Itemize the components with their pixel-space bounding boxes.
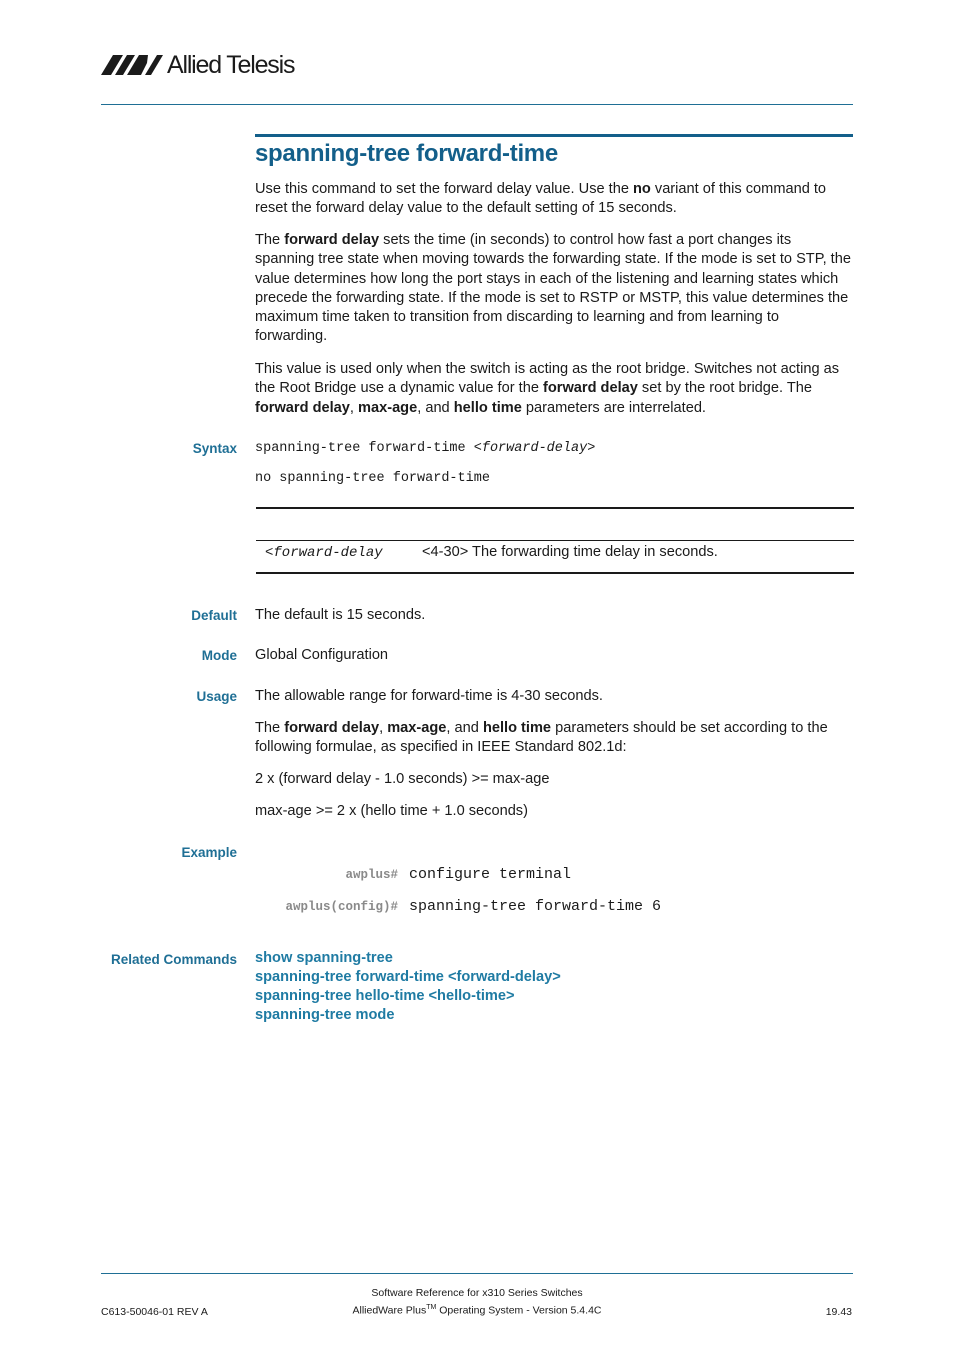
syntax-line-2: no spanning-tree forward-time <box>255 471 490 486</box>
related-link-show-spanning-tree[interactable]: show spanning-tree <box>255 950 393 966</box>
footer-rule <box>101 1273 853 1274</box>
footer-os-name: AlliedWare Plus <box>352 1304 427 1317</box>
text-run: sets the time (in seconds) to control how fast a port changes its spanning tree state when moving towards the forwarding state. If the mode is set to STP, the value determines how long the port stays in each of the listening and learning states which precede the forwarding state. If the mode is set to RSTP or MSTP, this value determines the maximum time taken to transition from discarding to learning and from learning to forwarding. <box>255 232 851 345</box>
usage-formula-1: 2 x (forward delay - 1.0 seconds) >= max-age <box>255 771 550 787</box>
text-run: , <box>379 720 388 736</box>
text-run: , and <box>446 720 483 736</box>
header-rule <box>101 104 853 105</box>
table-param-name <box>265 545 383 561</box>
allied-telesis-logo-icon <box>101 53 163 77</box>
bold-term: forward delay <box>284 232 380 248</box>
default-label: Default <box>191 608 237 623</box>
table-top-rule <box>256 507 854 509</box>
table-param-bracket: < <box>265 545 274 561</box>
bold-term: hello time <box>453 399 522 416</box>
syntax-bracket-close: > <box>587 441 596 456</box>
example-command-2: spanning-tree forward-time 6 <box>409 898 662 915</box>
example-prompt-2: awplus(config)# <box>285 900 398 914</box>
bold-term: hello time <box>482 720 552 736</box>
bold-term: max-age <box>387 720 447 736</box>
text-run: This value is used only when the switch is acting as the root bridge. Switches not acting as the Root Bridge use a dynamic value for the <box>255 361 840 397</box>
usage-paragraph-1: The allowable range for forward-time is 4-30 seconds. <box>255 688 603 704</box>
logo-wordmark: Allied Telesis <box>167 50 295 79</box>
text-run: , and <box>417 399 454 416</box>
bold-term: forward delay <box>255 399 350 416</box>
syntax-line-1 <box>255 441 595 456</box>
company-logo <box>101 50 294 80</box>
related-link-mode[interactable]: spanning-tree mode <box>255 1007 395 1023</box>
table-param-text: forward-delay <box>273 545 383 561</box>
footer-doc-title: Software Reference for x310 Series Switches <box>371 1287 583 1299</box>
intro-paragraph-3 <box>255 360 853 418</box>
syntax-label: Syntax <box>192 441 237 456</box>
usage-paragraph-2 <box>255 719 853 758</box>
text-run: Use this command to set the forward delay value. Use the <box>255 181 633 197</box>
table-bottom-rule <box>256 572 854 574</box>
mode-text: Global Configuration <box>255 647 389 663</box>
syntax-command: spanning-tree forward-time <box>255 441 474 456</box>
intro-paragraph-1 <box>255 180 853 219</box>
example-command-1: configure terminal <box>409 866 572 883</box>
default-text: The default is 15 seconds. <box>255 607 426 623</box>
related-link-hello-time[interactable]: spanning-tree hello-time <hello-time> <box>255 988 515 1004</box>
footer-page-number: 19.43 <box>825 1306 852 1318</box>
text-run: The <box>255 232 285 248</box>
bold-term: forward delay <box>284 720 380 736</box>
page-title: spanning-tree forward-time <box>255 140 558 167</box>
text-run: set by the root bridge. The <box>637 380 813 397</box>
related-commands-label: Related Commands <box>110 952 237 967</box>
example-label: Example <box>181 845 237 860</box>
text-run: , <box>349 399 358 416</box>
table-header-rule <box>256 540 854 541</box>
text-run: The <box>255 720 285 736</box>
title-rule <box>255 134 853 137</box>
table-param-description: <4-30> The forwarding time delay in seconds. <box>422 544 718 560</box>
syntax-param: forward-delay <box>481 441 588 456</box>
bold-term: no <box>633 181 651 197</box>
text-run: variant of this command to reset the forward delay value to the default setting of 15 seconds. <box>255 181 827 217</box>
text-run: parameters are interrelated. <box>521 399 706 416</box>
footer-doc-code: C613-50046-01 REV A <box>101 1306 208 1318</box>
footer-trademark: TM <box>426 1304 437 1311</box>
example-prompt-1: awplus# <box>345 868 398 882</box>
related-link-forward-time[interactable]: spanning-tree forward-time <forward-delay> <box>255 969 561 985</box>
intro-paragraph-2 <box>255 231 853 347</box>
usage-label: Usage <box>196 689 237 704</box>
bold-term: max-age <box>358 399 418 416</box>
usage-formula-2: max-age >= 2 x (hello time + 1.0 seconds) <box>255 803 528 819</box>
text-run: parameters should be set according to the following formulae, as specified in IEEE Standard 802.1d: <box>255 720 828 756</box>
bold-term: forward delay <box>542 380 638 397</box>
footer-os-version <box>0 1304 954 1317</box>
mode-label: Mode <box>201 648 237 663</box>
footer-os-version-text: Operating System - Version 5.4.4C <box>436 1304 602 1317</box>
syntax-bracket-open: < <box>473 441 482 456</box>
